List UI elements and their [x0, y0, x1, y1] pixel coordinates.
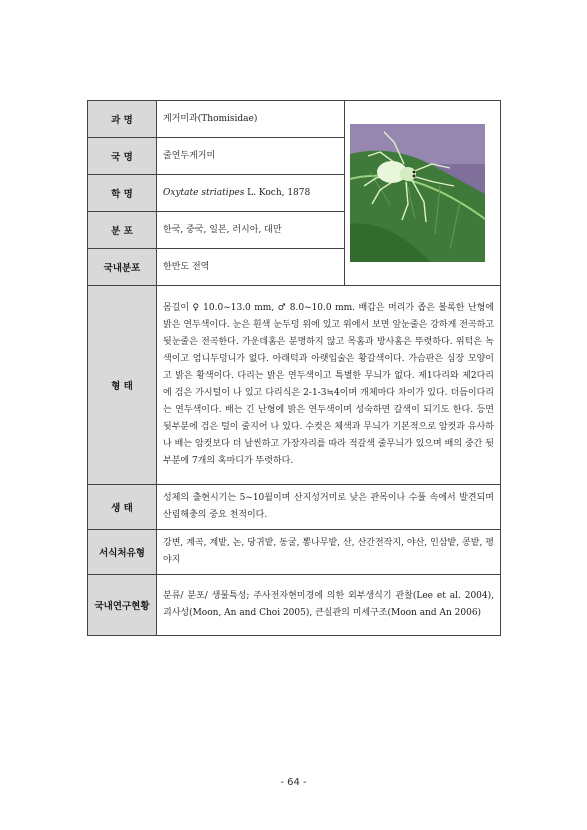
page-number: - 64 -: [280, 777, 307, 788]
scientific-name-value: [157, 175, 345, 212]
morphology-label: 형 태: [88, 286, 157, 485]
scientific-name-label: 학 명: [88, 175, 157, 212]
distribution-value: 한국, 중국, 일본, 러시아, 대만: [157, 212, 345, 249]
ecology-value: 성체의 출현시기는 5~10월이며 산지성거미로 낮은 관목이나 수풀 속에서 발견되며 산림해충의 중요 천적이다.: [157, 485, 501, 530]
korean-name-value: 줄연두게거미: [157, 138, 345, 175]
korean-name-label: 국 명: [88, 138, 157, 175]
habitat-label: 서식처유형: [88, 530, 157, 575]
specimen-photo-cell: [345, 101, 501, 286]
research-value: 분류/ 분포/ 생물특성; 주사전자현미경에 의한 외부생식기 관찰(Lee et al. 2004), 괴사성(Moon, An and Choi 2005), 큰실관의 미세구조(Moon and An 2006): [157, 575, 501, 636]
distribution-label: 분 포: [88, 212, 157, 249]
morphology-value: 몸길이 ♀ 10.0~13.0 mm, ♂ 8.0~10.0 mm. 배갑은 머리가 좁은 볼록한 난형에 밝은 연두색이다. 눈은 흰색 눈두덩 위에 있고 위에서 보면 앞눈줄은 강하게 전곡하고 뒷눈줄은 전곡한다. 가운데홈은 분명하지 않고 목홈과 방사홈은 뚜렷하다. 위턱은 녹색이고 엄니두덩니가 없다. 아래턱과 아랫입술은 황갈색이다. 가슴판은 심장 모양이고 밝은 황색이다. 다리는 밝은 연두색이고 특별한 무늬가 없다. 제1다리와 제2다리에 검은 가시털이 나 있고 다리식은 2-1-3≒4이며 개체마다 차이가 있다. 더듬이다리는 연두색이다. 배는 긴 난형에 밝은 연두색이며 성숙하면 갈색이 되기도 한다. 등면 뒷부분에 검은 털이 줄지어 나 있다. 수컷은 체색과 무늬가 기본적으로 암컷과 유사하나 배는 암컷보다 더 날씬하고 가장자리를 따라 적갈색 줄무늬가 있으며 배의 중간 뒷부분에 7개의 혹마디가 뚜렷하다.: [157, 286, 501, 485]
domestic-distribution-value: 한반도 전역: [157, 249, 345, 286]
species-info-table: [87, 100, 501, 636]
family-label: 과 명: [88, 101, 157, 138]
author-year: L. Koch, 1878: [244, 187, 311, 198]
research-label: 국내연구현황: [88, 575, 157, 636]
habitat-value: 강변, 계곡, 계밭, 논, 당귀밭, 동굴, 뽕나무밭, 산, 산간전작지, 야산, 인삼밭, 콩밭, 평야지: [157, 530, 501, 575]
specimen-photo: [350, 124, 485, 262]
domestic-distribution-label: 국내분포: [88, 249, 157, 286]
ecology-label: 생 태: [88, 485, 157, 530]
genus-species: Oxytate striatipes: [163, 187, 245, 198]
family-value: 게거미과(Thomisidae): [157, 101, 345, 138]
